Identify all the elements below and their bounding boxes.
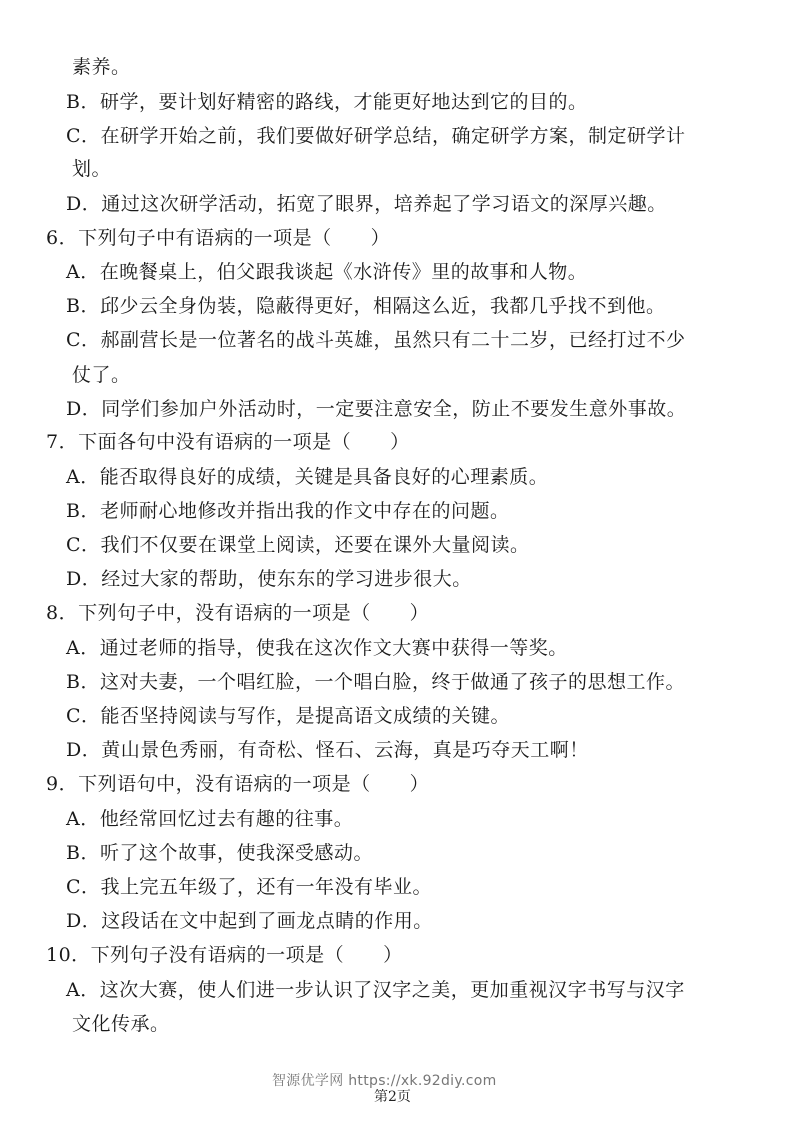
- text-line: 文化传承。: [72, 1013, 170, 1035]
- option-c: C．能否坚持阅读与写作，是提高语文成绩的关键。: [66, 705, 511, 727]
- option-b: B．邱少云全身伪装，隐蔽得更好，相隔这么近，我都几乎找不到他。: [66, 295, 666, 317]
- question-7: 7．下面各句中没有语病的一项是（ ）: [46, 431, 410, 453]
- option-b: B．听了这个故事，使我深受感动。: [66, 842, 373, 864]
- option-d: D．同学们参加户外活动时，一定要注意安全，防止不要发生意外事故。: [66, 398, 687, 420]
- question-6: 6．下列句子中有语病的一项是（ ）: [46, 227, 391, 249]
- text-line: 划。: [72, 158, 112, 180]
- option-c: C．在研学开始之前，我们要做好研学总结，确定研学方案，制定研学计: [66, 125, 686, 147]
- question-10: 10．下列句子没有语病的一项是（ ）: [46, 944, 403, 966]
- text-line: 素养。: [72, 56, 131, 78]
- page-number: 第2页: [374, 1089, 411, 1105]
- option-d: D．通过这次研学活动，拓宽了眼界，培养起了学习语文的深厚兴趣。: [66, 193, 667, 215]
- option-a: A．能否取得良好的成绩，关键是具备良好的心理素质。: [66, 466, 549, 488]
- question-9: 9．下列语句中，没有语病的一项是（ ）: [46, 773, 430, 795]
- option-c: C．郝副营长是一位著名的战斗英雄，虽然只有二十二岁，已经打过不少: [66, 329, 686, 351]
- option-c: C．我上完五年级了，还有一年没有毕业。: [66, 876, 433, 898]
- footer-watermark: 智源优学网 https://xk.92diy.com: [272, 1073, 497, 1089]
- option-d: D．黄山景色秀丽，有奇松、怪石、云海，真是巧夺天工啊！: [66, 739, 589, 761]
- option-b: B．老师耐心地修改并指出我的作文中存在的问题。: [66, 500, 510, 522]
- option-b: B．研学，要计划好精密的路线，才能更好地达到它的目的。: [66, 91, 588, 113]
- option-c: C．我们不仅要在课堂上阅读，还要在课外大量阅读。: [66, 534, 530, 556]
- option-b: B．这对夫妻，一个唱红脸，一个唱白脸，终于做通了孩子的思想工作。: [66, 671, 685, 693]
- option-a: A．在晚餐桌上，伯父跟我谈起《水浒传》里的故事和人物。: [66, 261, 588, 283]
- option-a: A．这次大赛，使人们进一步认识了汉字之美，更加重视汉字书写与汉字: [66, 979, 685, 1001]
- question-8: 8．下列句子中，没有语病的一项是（ ）: [46, 602, 430, 624]
- option-d: D．这段话在文中起到了画龙点睛的作用。: [66, 910, 433, 932]
- option-a: A．他经常回忆过去有趣的往事。: [66, 808, 354, 830]
- option-d: D．经过大家的帮助，使东东的学习进步很大。: [66, 568, 472, 590]
- text-line: 仗了。: [72, 364, 131, 386]
- option-a: A．通过老师的指导，使我在这次作文大赛中获得一等奖。: [66, 637, 568, 659]
